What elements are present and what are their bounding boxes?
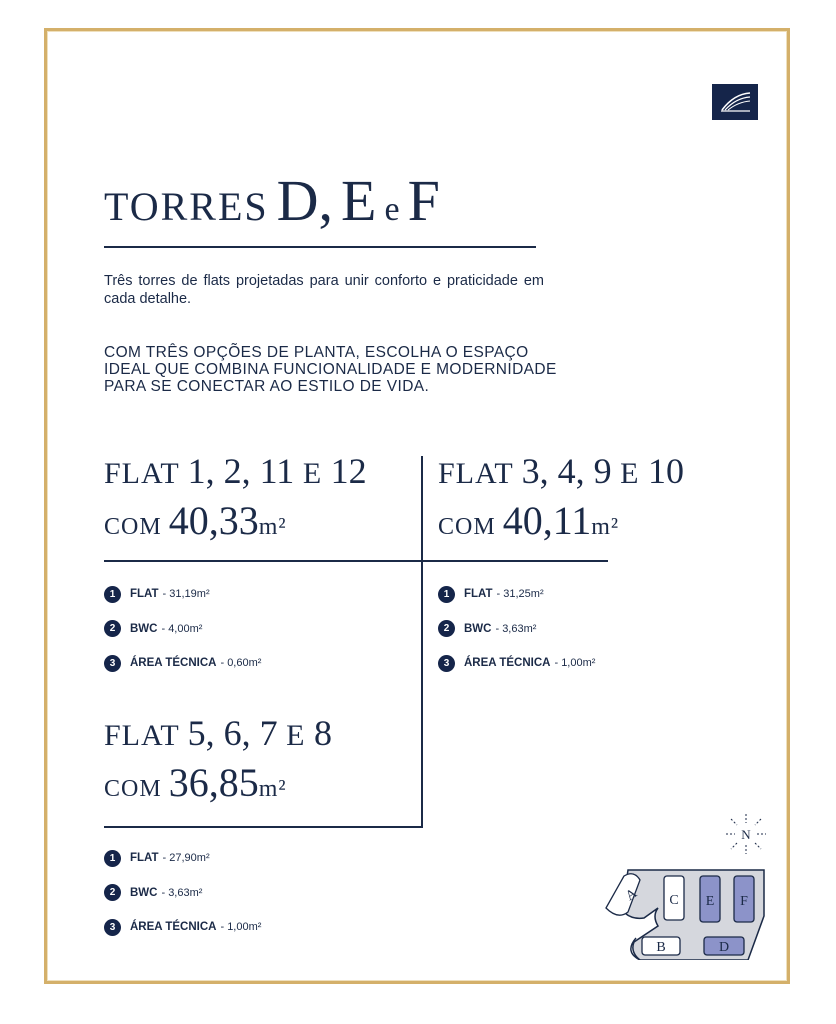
spec-value: - 3,63m² [495, 622, 537, 635]
title-letter-d: D, [276, 168, 334, 233]
title-letter-e: E [341, 168, 377, 233]
tower-label: F [740, 894, 748, 909]
intro-text: Três torres de flats projetadas para unir conforto e praticidade em cada detalhe. [104, 273, 544, 307]
number-badge: 2 [438, 620, 455, 637]
spec-value: - 31,19m² [162, 588, 210, 600]
spec-item [104, 848, 261, 868]
sail-logo-icon [712, 84, 758, 120]
flat-conj: E [302, 457, 323, 490]
area-unit: m² [258, 776, 287, 802]
flat-numbers: 5, 6, 7 [187, 713, 278, 753]
spec-item [104, 584, 261, 604]
spec-value: - 27,90m² [162, 852, 210, 864]
spec-label: FLAT [130, 588, 159, 600]
spec-value: - 3,63m² [161, 886, 203, 899]
area-unit: m² [591, 514, 620, 540]
spec-item [104, 917, 261, 937]
area-prefix: COM [104, 514, 162, 540]
compass-icon [726, 814, 766, 854]
spec-label: ÁREA TÉCNICA [464, 657, 551, 669]
number-badge: 1 [104, 586, 121, 603]
tower-label: C [669, 893, 679, 908]
spec-item [438, 653, 595, 673]
spec-label: BWC [130, 622, 158, 635]
title-divider [104, 246, 536, 248]
compass-label: N [741, 827, 751, 842]
spec-label: ÁREA TÉCNICA [130, 657, 217, 669]
spec-list-2 [438, 584, 595, 688]
page-title [104, 168, 440, 233]
tower-label: B [656, 940, 666, 955]
horizontal-divider-bottom [104, 826, 422, 828]
number-badge: 3 [104, 655, 121, 672]
flat-numbers: 3, 4, 9 [521, 451, 612, 491]
tower-label: E [705, 894, 715, 909]
flat-heading-2 [438, 453, 684, 541]
number-badge: 2 [104, 620, 121, 637]
flat-last-number: 12 [330, 451, 367, 491]
lead-text: COM TRÊS OPÇÕES DE PLANTA, ESCOLHA O ESPAÇO IDEAL QUE COMBINA FUNCIONALIDADE E MODERNIDADE PARA SE CONECTAR AO ESTILO DE VIDA. [104, 344, 557, 395]
tower-e [700, 876, 720, 922]
tower-label: A [623, 886, 641, 905]
flat-prefix: FLAT [104, 457, 180, 490]
spec-item [104, 619, 261, 639]
spec-label: ÁREA TÉCNICA [130, 921, 217, 933]
area-value: 40,11 [502, 498, 592, 543]
area-prefix: COM [104, 776, 162, 802]
flat-prefix: FLAT [438, 457, 514, 490]
spec-item [438, 584, 595, 604]
flat-prefix: FLAT [104, 719, 180, 752]
spec-label: BWC [464, 622, 492, 635]
vertical-divider [421, 456, 423, 828]
tower-f [734, 876, 754, 922]
number-badge: 1 [104, 850, 121, 867]
title-conjunction: e [384, 191, 400, 228]
number-badge: 3 [104, 919, 121, 936]
spec-item [104, 883, 261, 903]
area-value: 36,85 [168, 760, 259, 805]
tower-c [664, 876, 684, 920]
area-unit: m² [258, 514, 287, 540]
flat-numbers: 1, 2, 11 [187, 451, 295, 491]
title-prefix: TORRES [104, 184, 269, 229]
number-badge: 2 [104, 884, 121, 901]
spec-item [104, 653, 261, 673]
number-badge: 1 [438, 586, 455, 603]
spec-value: - 1,00m² [554, 657, 596, 669]
site-plan [600, 864, 770, 960]
title-letter-f: F [407, 168, 440, 233]
spec-item [438, 619, 595, 639]
flat-conj: E [620, 457, 640, 490]
area-value: 40,33 [168, 498, 259, 543]
tower-b [642, 937, 680, 955]
flat-conj: E [286, 719, 306, 752]
spec-list-1 [104, 584, 261, 688]
horizontal-divider-top [104, 560, 608, 562]
flat-heading-3 [104, 715, 332, 803]
spec-label: BWC [130, 886, 158, 899]
tower-label: D [718, 940, 730, 955]
number-badge: 3 [438, 655, 455, 672]
spec-value: - 0,60m² [220, 657, 262, 669]
spec-value: - 1,00m² [220, 921, 262, 933]
spec-label: FLAT [464, 588, 493, 600]
spec-label: FLAT [130, 852, 159, 864]
spec-value: - 4,00m² [161, 622, 203, 635]
spec-list-3 [104, 848, 261, 952]
flat-heading-1 [104, 453, 367, 541]
tower-d [704, 937, 744, 955]
area-prefix: COM [438, 514, 496, 540]
spec-value: - 31,25m² [496, 588, 544, 600]
flat-last-number: 8 [313, 713, 332, 753]
flat-last-number: 10 [647, 451, 684, 491]
